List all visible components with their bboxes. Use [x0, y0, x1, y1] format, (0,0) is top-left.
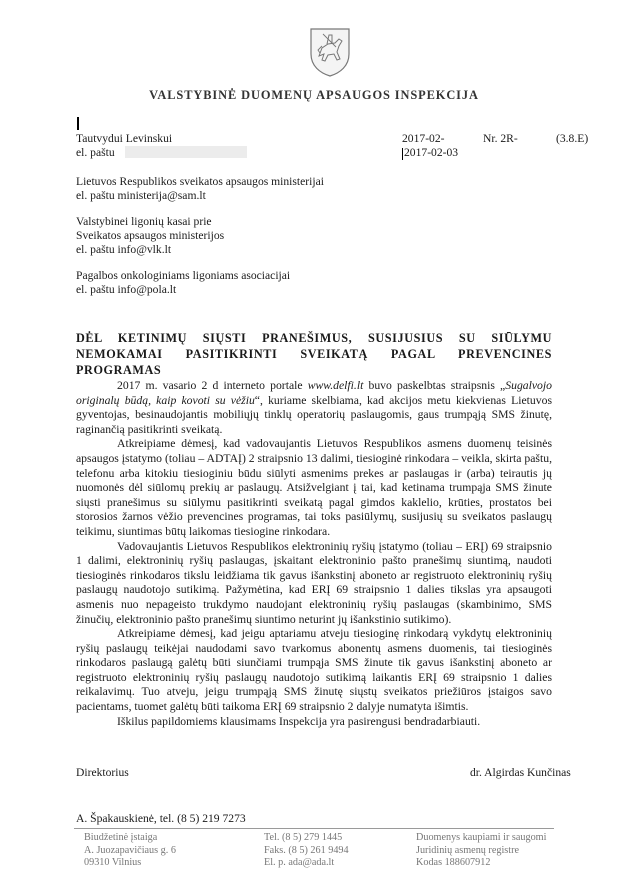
email-label: el. paštu — [76, 146, 115, 159]
redacted-email — [125, 146, 247, 158]
footer-col-registry: Duomenys kaupiami ir saugomi Juridinių asmenų registre Kodas 188607912 — [416, 832, 547, 868]
paragraph-5: Iškilus papildomiems klausimams Inspekcija yra pasirengusi bendradarbiauti. — [117, 714, 481, 728]
coat-of-arms-icon — [308, 26, 352, 78]
paragraph-1: 2017 m. vasario 2 d interneto portale www.delfi.lt buvo paskelbtas straipsnis „Sugalvojo originalų būdą, kaip kovoti su vėžiu“, kuriame skelbiama, kad akcijos metu kiekvienas Lietuvos gyventojas, besinaudojantis mobiliųjų tinklų operatorių paslaugomis, gaus trumpąją SMS žinutę, raginančią pasitikrinti sveikatą. — [76, 379, 553, 436]
letter-body — [76, 379, 552, 729]
addressee-email-row — [76, 146, 247, 161]
signatory-role: Direktorius — [76, 766, 129, 779]
signatory-name: dr. Algirdas Kunčinas — [470, 766, 571, 779]
paragraph-2: Atkreipiame dėmesį, kad vadovaujantis Lietuvos Respublikos asmens duomenų teisinės apsaugos įstatymo (toliau – ADTAĮ) 2 straipsnio 13 dalimi, tiesioginė rinkodara – veikla, skirta paštu, telefonu arba kitokiu tiesioginiu būdu siūlyti asmenims prekes ar paslaugas ir (arba) teirautis jų nuomonės dėl siūlomų prekių ar paslaugų. Atsižvelgiant į tai, kad ketinama trumpąja SMS žinute siųsti pranešimus su siūlymu pasitikrinti sveikatą pagal gimdos kaklelio, krūties, prostatos bei storosios žarnos vėžio prevencines programas, tai toks pasiūlymų, susijusių su sveikatos paslaugų teikimu, siuntimas būtų laikomas tiesiogine rinkodara. — [76, 437, 552, 538]
addressee-3-name-line2: Sveikatos apsaugos ministerijos — [76, 229, 225, 242]
paragraph-3: Vadovaujantis Lietuvos Respublikos elektroninių ryšių įstatymo (toliau – ERĮ) 69 straipsnio 1 dalimi, elektroninių ryšių paslaugas, įskaitant elektroninio pašto pranešimų siuntimą, naudoti tiesioginės rinkodaros tikslu leidžiama tik gavus išankstinį aboneto ar registruoto elektroninių ryšių paslaugų naudotojo sutikimą. Pažymėtina, kad ERĮ 69 straipsnio 1 dalies tikslas yra apsaugoti asmenis nuo nepageisto trukdymo naudojant elektroninių ryšių paslaugas (skambinimo, SMS žinučių, elektroninio pašto pranešimų siuntimo neturint jų išankstinio sutikimo). — [76, 539, 552, 626]
addressee-4-email: el. paštu info@pola.lt — [76, 283, 177, 296]
addressee-3-email: el. paštu info@vlk.lt — [76, 243, 172, 256]
footer-col-address: Biudžetinė įstaiga A. Juozapavičiaus g. 6 09310 Vilnius — [84, 832, 176, 868]
text-cursor — [402, 148, 403, 160]
addressee-2-email: el. paštu ministerija@sam.lt — [76, 189, 206, 202]
addressee-4-name: Pagalbos onkologiniams ligoniams asociacijai — [76, 269, 291, 282]
contact-person: A. Špakauskienė, tel. (8 5) 219 7273 — [76, 812, 246, 825]
addressee-name: Tautvydui Levinskui — [76, 132, 173, 145]
letter-subject: DĖL KETINIMŲ SIŲSTI PRANEŠIMUS, SUSIJUSIUS SU SIŪLYMU NEMOKAMAI PASITIKRINTI SVEIKATĄ PAGAL PREVENCINES PROGRAMAS — [76, 331, 552, 377]
reply-date: 2017-02-03 — [404, 146, 459, 159]
document-number: Nr. 2R- — [483, 132, 518, 145]
document-date: 2017-02- — [402, 132, 445, 145]
addressee-2-name: Lietuvos Respublikos sveikatos apsaugos ministerijai — [76, 175, 324, 188]
footer-col-contacts: Tel. (8 5) 279 1445 Faks. (8 5) 261 9494 El. p. ada@ada.lt — [264, 832, 349, 868]
footer-divider — [74, 828, 554, 829]
paragraph-4: Atkreipiame dėmesį, kad jeigu aptariamu atveju tiesioginę rinkodarą vykdytų elektroninių ryšių paslaugų teikėjai naudodami savo tvarkomus abonentų asmens duomenis, tai tiesioginės rinkodaros paslaugą galėtų būti siunčiami trumpąja SMS žinute tik gavus išankstinį aboneto ar registruoto elektroninių ryšių paslaugų naudotojo sutikimą laikantis ERĮ 69 straipsnio 1 dalies reikalavimų. Tuo atveju, jeigu trumpąją SMS žinutę siųstų sveikatos priežiūros įstaigos savo pacientams, tuomet galėtų būti taikoma ERĮ 69 straipsnio 2 dalyje numatyta išimtis. — [76, 627, 552, 714]
text-cursor — [77, 117, 79, 130]
document-code: (3.8.E) — [556, 132, 589, 145]
article-title: Sugalvojo originalų būdą, kaip kovoti su vėžiu — [76, 379, 552, 407]
addressee-3-name: Valstybinei ligonių kasai prie — [76, 215, 212, 228]
organization-title: VALSTYBINĖ DUOMENŲ APSAUGOS INSPEKCIJA — [149, 88, 479, 102]
portal-name: www.delfi.lt — [307, 379, 364, 392]
